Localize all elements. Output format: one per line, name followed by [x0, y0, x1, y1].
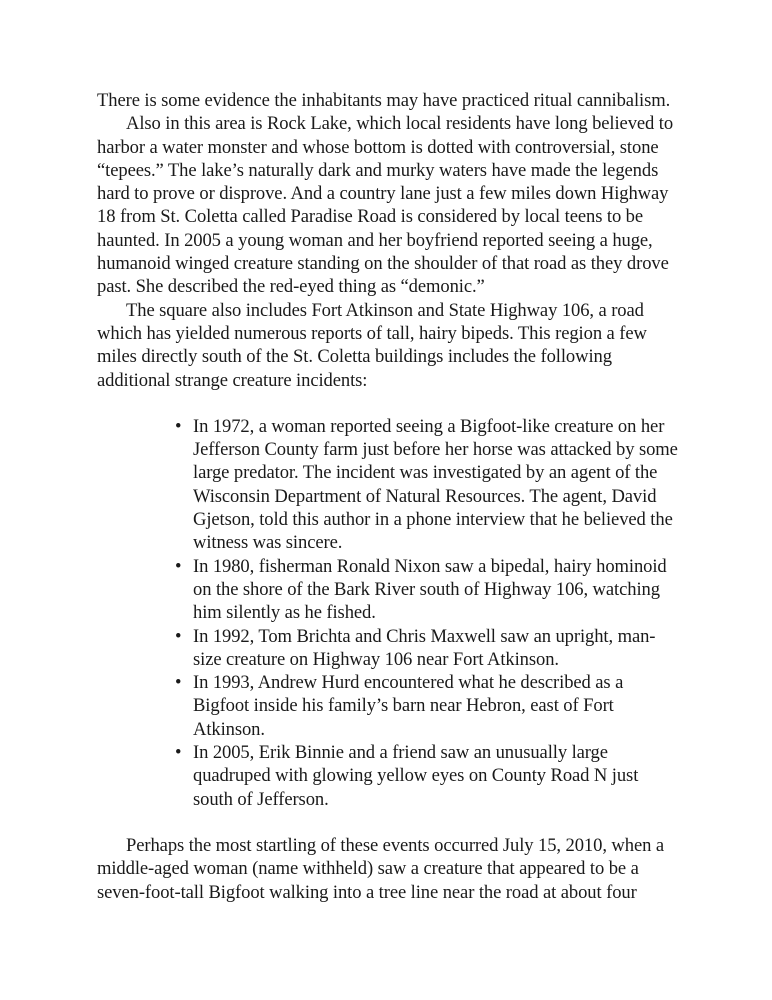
bullet-icon: •: [175, 625, 182, 647]
list-item: [175, 625, 682, 672]
incident-1992: In 1992, Tom Brichta and Chris Maxwell saw an upright, man-size creature on Highway 106 near Fort Atkinson.: [193, 625, 656, 670]
incident-list: [97, 415, 682, 811]
page-body: [97, 89, 682, 904]
list-item: [175, 741, 682, 811]
incident-1972: In 1972, a woman reported seeing a Bigfoot-like creature on her Jefferson County farm just before her horse was attacked by some large predator. The incident was investigated by an agent of the Wisconsin Department of Natural Resources. The agent, David Gjetson, told this author in a phone interview that he believed the witness was sincere.: [193, 415, 678, 554]
bullet-icon: •: [175, 415, 182, 437]
paragraph-cannibalism: There is some evidence the inhabitants may have practiced ritual cannibalism.: [97, 90, 671, 111]
paragraph-fort-atkinson: The square also includes Fort Atkinson and State Highway 106, a road which has yielded numerous reports of tall, hairy bipeds. This region a few miles directly south of the St. Coletta buildings includes the following additional strange creature incidents:: [97, 299, 647, 391]
list-item: [175, 415, 682, 555]
list-item: [175, 671, 682, 741]
incident-1993: In 1993, Andrew Hurd encountered what he described as a Bigfoot inside his family’s barn near Hebron, east of Fort Atkinson.: [193, 672, 624, 740]
bullet-icon: •: [175, 742, 182, 764]
bullet-icon: •: [175, 555, 182, 577]
incident-2005: In 2005, Erik Binnie and a friend saw an unusually large quadruped with glowing yellow eyes on County Road N just south of Jefferson.: [193, 742, 639, 810]
paragraph-2010-sighting: Perhaps the most startling of these events occurred July 15, 2010, when a middle-aged woman (name withheld) saw a creature that appeared to be a seven-foot-tall Bigfoot walking into a tree line near the road at about four: [97, 834, 664, 903]
bullet-icon: •: [175, 672, 182, 694]
paragraph-rock-lake: Also in this area is Rock Lake, which local residents have long believed to harbor a water monster and whose bottom is dotted with controversial, stone “tepees.” The lake’s naturally dark and murky waters have made the legends hard to prove or disprove. And a country lane just a few miles down Highway 18 from St. Coletta called Paradise Road is considered by local teens to be haunted. In 2005 a young woman and her boyfriend reported seeing a huge, humanoid winged creature standing on the shoulder of that road as they drove past. She described the red-eyed thing as “demonic.”: [97, 113, 674, 298]
list-item: [175, 555, 682, 625]
incident-1980: In 1980, fisherman Ronald Nixon saw a bipedal, hairy hominoid on the shore of the Bark River south of Highway 106, watching him silently as he fished.: [193, 555, 667, 624]
